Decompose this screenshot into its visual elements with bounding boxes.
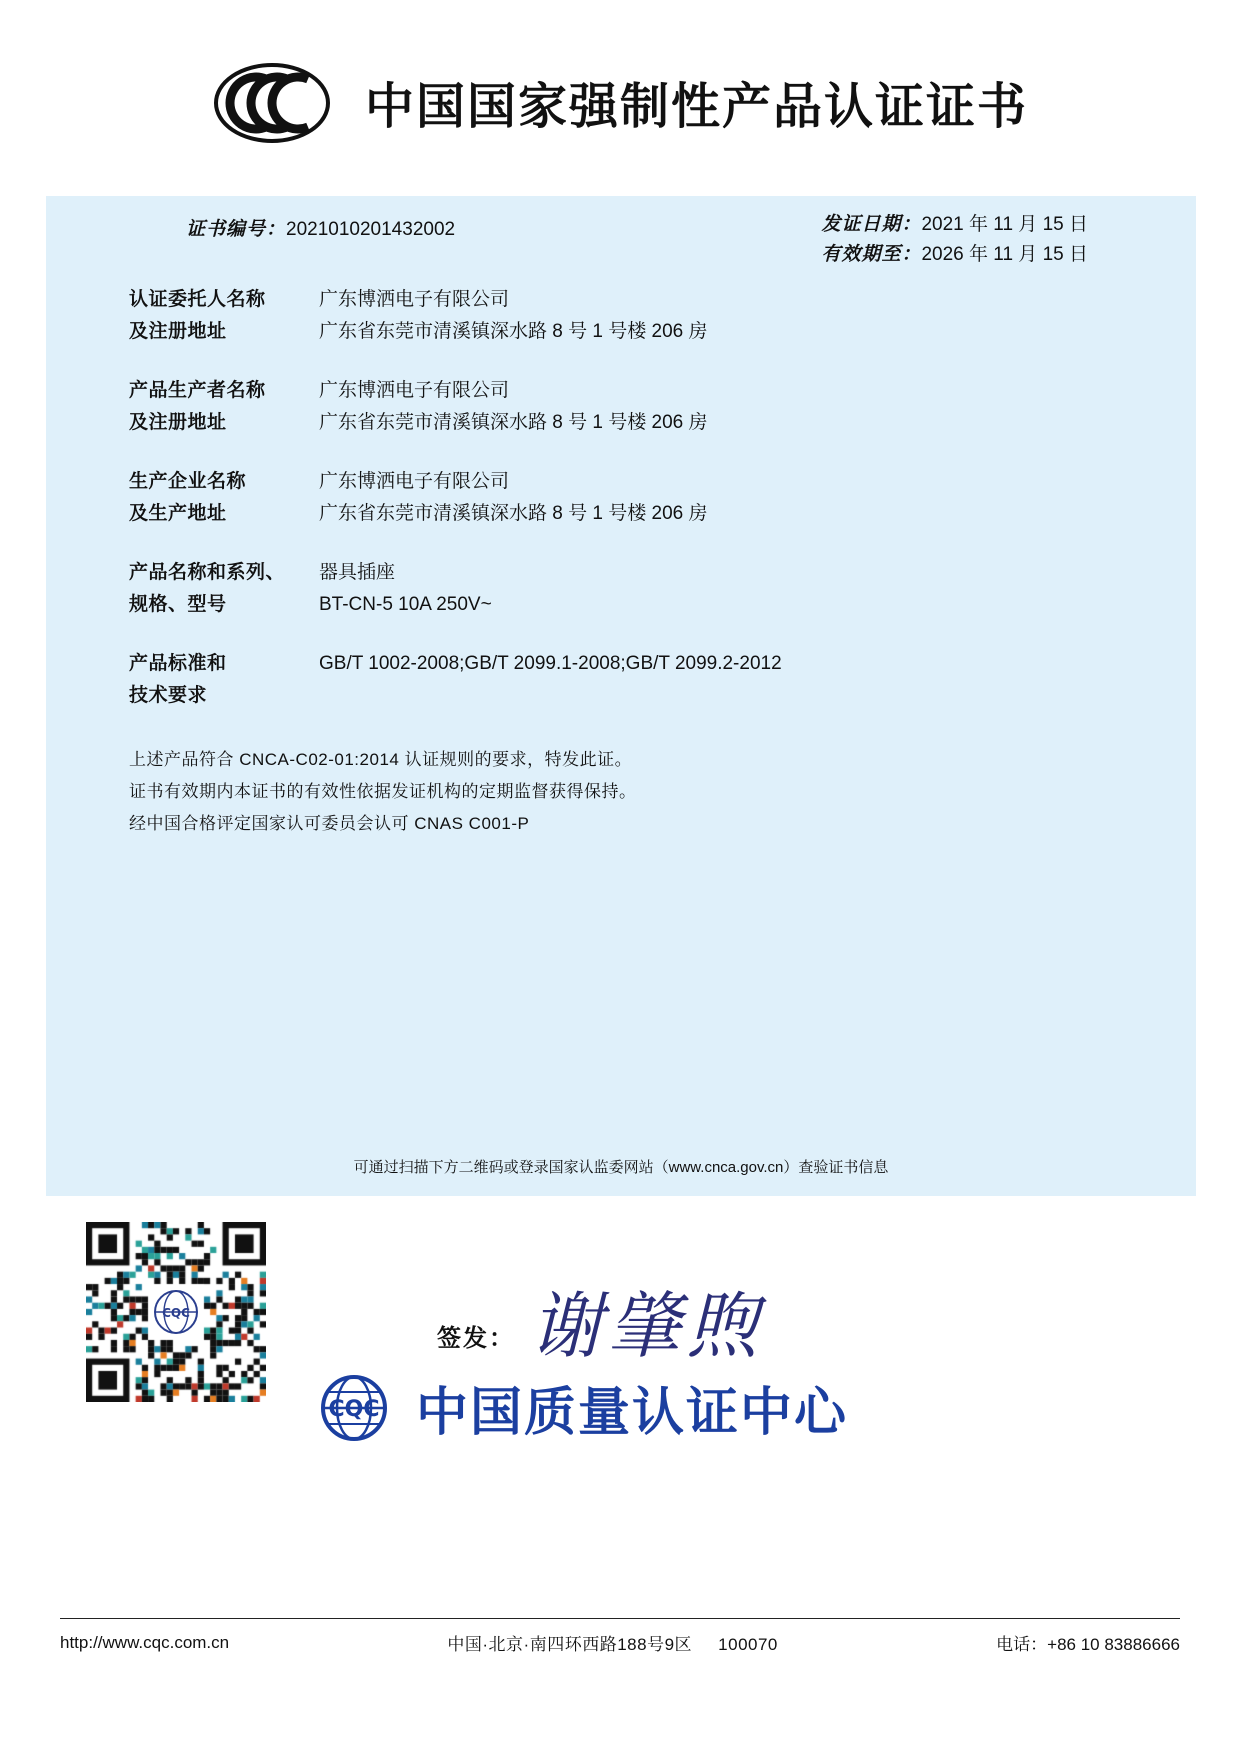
field-value-line2: BT-CN-5 10A 250V~ [319, 594, 492, 615]
field-label-line2: 及生产地址 [129, 503, 227, 524]
cqc-name: 中国质量认证中心 [416, 1383, 849, 1443]
issue-date-row [821, 210, 1088, 240]
ccc-logo-icon [213, 62, 331, 144]
field-label [129, 284, 319, 348]
field-label-line2: 技术要求 [129, 685, 208, 706]
note-line-2: 证书有效期内本证书的有效性依据发证机构的定期监督获得保持。 [129, 782, 637, 801]
field-label-line1: 产品名称和系列、 [129, 562, 286, 583]
field-applicant [129, 284, 1129, 348]
field-label-line2: 及注册地址 [129, 321, 227, 342]
field-manufacturer [129, 375, 1129, 439]
signature-name: 谢肇煦 [530, 1284, 765, 1368]
certificate-header [0, 48, 1241, 158]
footer-address-text: 中国·北京·南四环西路188号9区 [447, 1635, 693, 1654]
field-value [319, 648, 782, 712]
field-value-line1: 器具插座 [319, 562, 396, 583]
certificate-notes [129, 744, 637, 840]
issue-date-value: 2021 年 11 月 15 日 [921, 214, 1088, 235]
certificate-footer [60, 1630, 1180, 1655]
valid-until-row [821, 240, 1088, 270]
signature-label: 签发： [437, 1325, 515, 1352]
valid-until-label: 有效期至： [821, 244, 922, 265]
footer-phone [996, 1630, 1180, 1655]
certificate-dates [821, 210, 1088, 270]
certificate-body-panel [46, 196, 1196, 1196]
field-value [319, 466, 708, 530]
certificate-number-value: 2021010201432002 [286, 219, 456, 240]
field-label-line1: 产品标准和 [129, 653, 227, 674]
field-label [129, 375, 319, 439]
cqc-globe-icon [300, 1374, 408, 1442]
field-value [319, 284, 708, 348]
field-value-line2: 广东省东莞市清溪镇深水路 8 号 1 号楼 206 房 [319, 412, 708, 433]
note-line-1: 上述产品符合 CNCA-C02-01:2014 认证规则的要求，特发此证。 [129, 750, 633, 769]
verification-note: 可通过扫描下方二维码或登录国家认监委网站（www.cnca.gov.cn）查验证书信息 [353, 1159, 889, 1176]
field-factory [129, 466, 1129, 530]
footer-phone-number: +86 10 83886666 [1047, 1635, 1180, 1654]
cqc-badge-icon [153, 1289, 199, 1335]
footer-website[interactable]: http://www.cqc.com.cn [60, 1632, 230, 1652]
field-value-line2: 广东省东莞市清溪镇深水路 8 号 1 号楼 206 房 [319, 321, 708, 342]
field-label-line2: 规格、型号 [129, 594, 227, 615]
field-label [129, 466, 319, 530]
page-title: 中国国家强制性产品认证证书 [364, 78, 1028, 135]
field-label-line1: 生产企业名称 [129, 471, 247, 492]
certificate-number-label: 证书编号： [186, 219, 287, 240]
svg-text:CQC: CQC [162, 1306, 190, 1320]
valid-until-value: 2026 年 11 月 15 日 [921, 244, 1088, 265]
field-label-line2: 及注册地址 [129, 412, 227, 433]
field-value [319, 557, 492, 621]
issue-date-label: 发证日期： [821, 214, 922, 235]
field-value-line1: 广东博洒电子有限公司 [319, 289, 510, 310]
footer-postcode: 100070 [718, 1635, 778, 1654]
cqc-logo-row [300, 1370, 848, 1445]
field-product-model [129, 557, 1129, 621]
field-value-line1: 广东博洒电子有限公司 [319, 471, 510, 492]
field-value-line1: GB/T 1002-2008;GB/T 2099.1-2008;GB/T 2099.2-2012 [319, 653, 782, 674]
field-standards [129, 648, 1129, 712]
field-value-line2: 广东省东莞市清溪镇深水路 8 号 1 号楼 206 房 [319, 503, 708, 524]
footer-phone-label: 电话： [996, 1635, 1048, 1654]
verification-qr-code [86, 1222, 266, 1402]
field-value [319, 375, 708, 439]
footer-divider [60, 1618, 1180, 1619]
footer-address [447, 1630, 778, 1655]
field-label [129, 557, 319, 621]
note-line-3: 经中国合格评定国家认可委员会认可 CNAS C001-P [129, 814, 530, 833]
field-value-line1: 广东博洒电子有限公司 [319, 380, 510, 401]
field-label-line1: 认证委托人名称 [129, 289, 266, 310]
certificate-fields [129, 284, 1129, 739]
field-label-line1: 产品生产者名称 [129, 380, 266, 401]
field-label [129, 648, 319, 712]
certificate-number-row [186, 214, 455, 241]
svg-text:CQC: CQC [328, 1396, 380, 1422]
